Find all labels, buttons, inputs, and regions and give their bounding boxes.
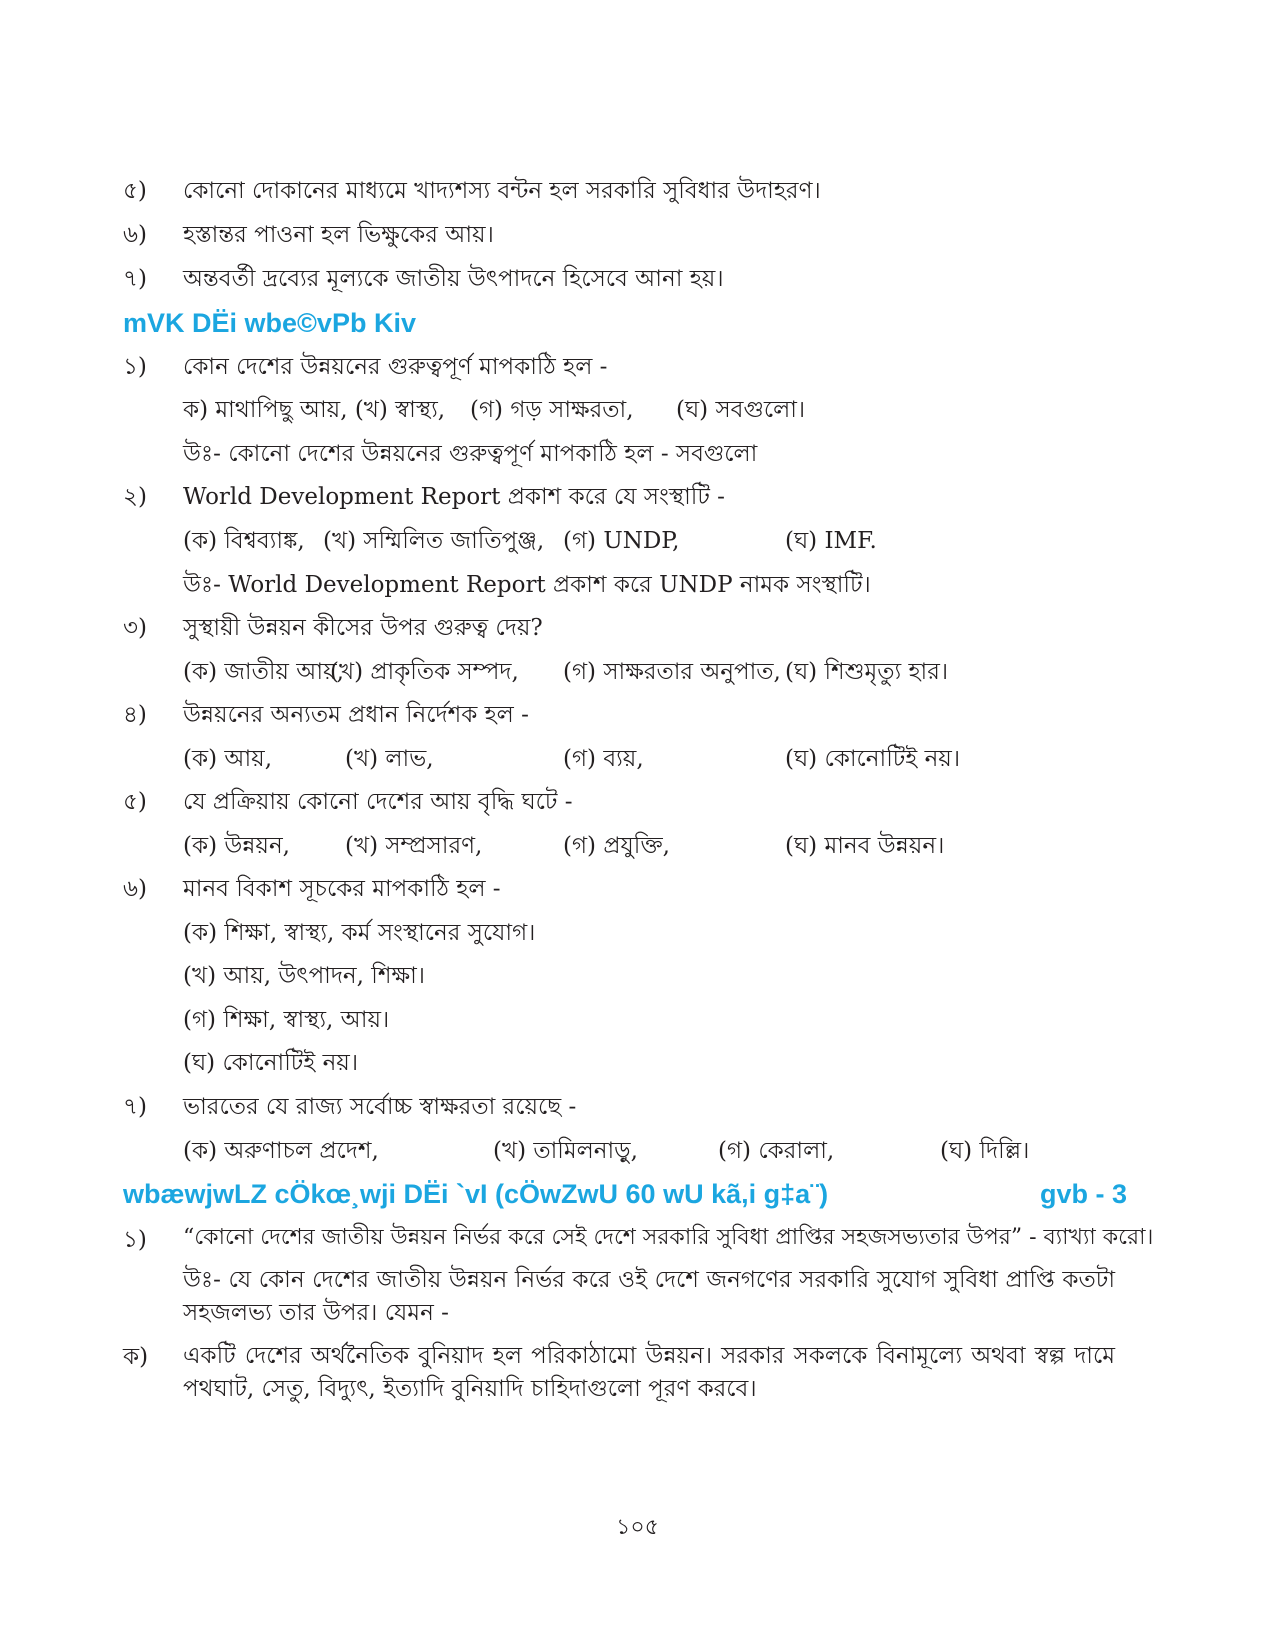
- question-text: “কোনো দেশের জাতীয় উন্নয়ন নির্ভর করে সেই দেশে সরকারি সুবিধা প্রাপ্তির সহজসভ্যতার উপর” - ব্যাখ্যা করো।: [183, 1225, 1154, 1250]
- question-number: ৫): [123, 789, 147, 815]
- item-number: ৬): [123, 222, 147, 248]
- option: (ক) শিক্ষা, স্বাস্থ্য, কর্ম সংস্থানের সুযোগ।: [183, 920, 536, 946]
- answer-text: উঃ- World Development Report প্রকাশ করে UNDP নামক সংস্থাটি।: [183, 572, 871, 598]
- option: (গ) প্রযুক্তি,: [563, 833, 670, 859]
- option: (গ) গড় সাক্ষরতা,: [470, 397, 634, 423]
- question-text: যে প্রক্রিয়ায় কোনো দেশের আয় বৃদ্ধি ঘটে -: [183, 789, 573, 815]
- item-text: অন্তবর্তী দ্রব্যের মূল্যকে জাতীয় উৎপাদনে হিসেবে আনা হয়।: [183, 266, 724, 292]
- option: (খ) তামিলনাড়ু,: [493, 1138, 638, 1164]
- option: (ঘ) দিল্লি।: [940, 1138, 1030, 1164]
- option: (ঘ) কোনোটিই নয়।: [183, 1050, 359, 1076]
- option: (ক) জাতীয় আয়,: [183, 659, 344, 685]
- item-text: কোনো দোকানের মাধ্যমে খাদ্যশস্য বন্টন হল সরকারি সুবিধার উদাহরণ।: [183, 178, 821, 204]
- option: (ক) উন্নয়ন,: [183, 833, 290, 859]
- option: (ঘ) IMF.: [785, 528, 877, 554]
- option: (ঘ) মানব উন্নয়ন।: [785, 833, 945, 859]
- question-number: ৬): [123, 876, 147, 902]
- question-text: World Development Report প্রকাশ করে যে সংস্থাটি -: [183, 484, 725, 510]
- marks-label: gvb - 3: [1039, 1179, 1127, 1209]
- option: (ঘ) শিশুমৃত্যু হার।: [785, 659, 949, 685]
- point-number: ক): [123, 1344, 149, 1370]
- option: (খ) সম্প্রসারণ,: [345, 833, 483, 859]
- question-text: উন্নয়নের অন্যতম প্রধান নির্দেশক হল -: [183, 702, 529, 728]
- question-number: ৩): [123, 615, 147, 641]
- option: (ক) অরুণাচল প্রদেশ,: [183, 1138, 379, 1164]
- answer-paragraph: উঃ- যে কোন দেশের জাতীয় উন্নয়ন নির্ভর করে ওই দেশে জনগণের সরকারি সুযোগ সুবিধা প্রাপ্তি কতটা সহজলভ্য তার উপর। যেমন -: [183, 1267, 1115, 1326]
- option: (খ) প্রাকৃতিক সম্পদ,: [330, 659, 519, 685]
- question-text: ভারতের যে রাজ্য সর্বোচ্চ স্বাক্ষরতা রয়েছে -: [183, 1094, 577, 1120]
- option: (গ) ব্যয়,: [563, 746, 644, 772]
- page-number: ১০৫: [616, 1515, 659, 1540]
- option: ক) মাথাপিছু আয়, (খ) স্বাস্থ্য,: [183, 397, 446, 423]
- question-number: ১): [123, 1227, 147, 1253]
- option: (খ) আয়, উৎপাদন, শিক্ষা।: [183, 963, 426, 989]
- option: (ঘ) কোনোটিই নয়।: [785, 746, 961, 772]
- section-heading-mcq: mVK DËi wbe©vPb Kiv: [123, 308, 416, 338]
- question-number: ৭): [123, 1094, 147, 1120]
- question-number: ২): [123, 484, 147, 510]
- item-text: হস্তান্তর পাওনা হল ভিক্ষুকের আয়।: [183, 222, 494, 248]
- option: (গ) সাক্ষরতার অনুপাত,: [563, 659, 781, 685]
- option: (খ) লাভ,: [345, 746, 434, 772]
- question-text: মানব বিকাশ সূচকের মাপকাঠি হল -: [183, 876, 501, 902]
- question-number: ৪): [123, 702, 147, 728]
- item-number: ৭): [123, 266, 147, 292]
- option: (খ) সম্মিলিত জাতিপুঞ্জ,: [323, 528, 545, 554]
- option: (ক) আয়,: [183, 746, 273, 772]
- question-text: কোন দেশের উন্নয়নের গুরুত্বপূর্ণ মাপকাঠি হল -: [183, 354, 608, 380]
- question-number: ১): [123, 354, 147, 380]
- option: (গ) UNDP,: [563, 528, 680, 554]
- question-text: সুস্থায়ী উন্নয়ন কীসের উপর গুরুত্ব দেয়?: [183, 615, 543, 641]
- item-number: ৫): [123, 178, 147, 204]
- option: (ক) বিশ্বব্যাঙ্ক,: [183, 528, 305, 554]
- section-heading-long: wbæwjwLZ cÖkœ¸wji DËi `vI (cÖwZwU 60 wU kã,i g‡a¨): [123, 1179, 829, 1209]
- option: (গ) কেরালা,: [718, 1138, 835, 1164]
- point-paragraph: একটি দেশের অর্থনৈতিক বুনিয়াদ হল পরিকাঠামো উন্নয়ন। সরকার সকলকে বিনামূল্যে অথবা স্বল্প দামে পথঘাট, সেতু, বিদ্যুৎ, ইত্যাদি বুনিয়াদি চাহিদাগুলো পূরণ করবে।: [183, 1343, 1115, 1402]
- answer-text: উঃ- কোনো দেশের উন্নয়নের গুরুত্বপূর্ণ মাপকাঠি হল - সবগুলো: [183, 441, 758, 467]
- option: (ঘ) সবগুলো।: [676, 397, 806, 423]
- option: (গ) শিক্ষা, স্বাস্থ্য, আয়।: [183, 1007, 390, 1033]
